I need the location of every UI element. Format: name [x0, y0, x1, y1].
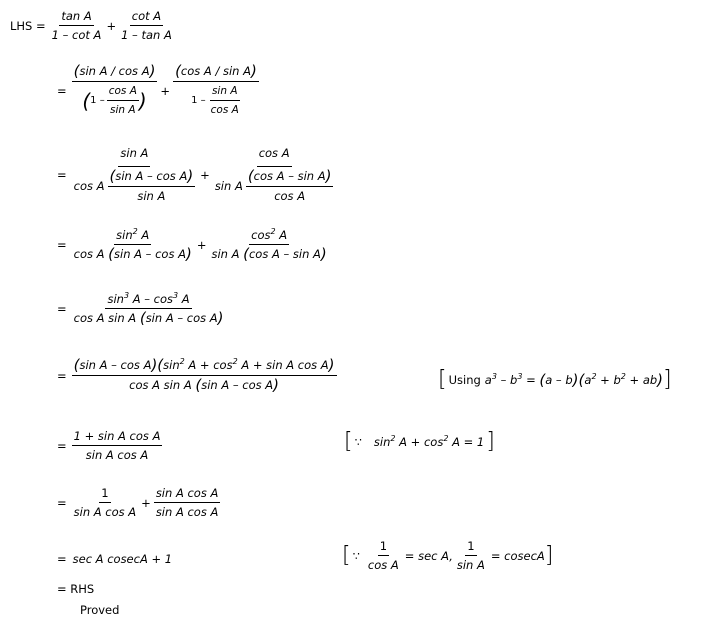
step-3: = sin A cos A $\frac{\text{(sin A – cos A)}}{\text{sin A}}$ + cos A sin A $\frac{\text{(cos A – sin A)}}{\text{cos A}}$ [57, 146, 335, 203]
note-pythagorean: [ ∵ $\sin^2 A + \cos^2 A = 1$ ] [344, 429, 495, 454]
step-lhs: LHS = $\frac{\text{tan A}}{\text{1 – cot A}}$ + $\frac{\text{cot A}}{\text{1 – tan A}}$ [10, 9, 172, 42]
rhs-line: = RHS [57, 582, 95, 596]
step-7: = $\frac{\text{1 + sin A cos A}}{\text{sin A cos A}}$ [57, 429, 161, 462]
fraction-step8-right: $\frac{\text{sin A cos A}}{\text{sin A cos A}}$ [155, 486, 219, 519]
fraction-step2-right: (cos A / sin A) 1 – $\frac{\text{sin A}}{\text{cos A}}$ [175, 62, 257, 116]
fraction-step6: $\frac{(\sin A - \cos A)(\sin^2 A + \cos^2 A + \sin A \cos A)}{\text{cos A sin A (sin A – cos A)}}$ [73, 356, 335, 394]
fraction-step2-left: (sin A / cos A) ( 1 – $\frac{\text{cos A}}{\text{sin A}}$ ) [73, 62, 156, 116]
fraction-step7: $\frac{\text{1 + sin A cos A}}{\text{sin A cos A}}$ [73, 429, 161, 462]
note-reciprocal: [ ∵ $\frac{1}{\text{cos A}}$ = sec A, $\frac{1}{\text{sin A}}$ = cosecA ] [342, 539, 554, 572]
fraction-step4-right: $\frac{\cos^2 A}{\text{sin A (cos A – sin A)}}$ [211, 227, 327, 263]
fraction-tan-over-1-minus-cot: $\frac{\text{tan A}}{\text{1 – cot A}}$ [51, 9, 102, 42]
fraction-step5: $\frac{\sin^3 A - \cos^3 A}{\text{cos A sin A (sin A – cos A)}}$ [73, 291, 224, 327]
step-5: = $\frac{\sin^3 A - \cos^3 A}{\text{cos A sin A (sin A – cos A)}}$ [57, 291, 224, 327]
fraction-cot-over-1-minus-tan: $\frac{\text{cot A}}{\text{1 – tan A}}$ [121, 9, 172, 42]
step-8: = $\frac{1}{\text{sin A cos A}}$ + $\frac{\text{sin A cos A}}{\text{sin A cos A}}$ [57, 486, 219, 519]
step-4: = $\frac{\sin^2 A}{\text{cos A (sin A – cos A)}}$ + $\frac{\cos^2 A}{\text{sin A (cos A – sin A)}}$ [57, 227, 327, 263]
step-2: = (sin A / cos A) ( 1 – $\frac{\text{cos A}}{\text{sin A}}$ ) + (cos A / sin A) 1 – $\frac{\text{sin A}}{\text{cos A}}$ [57, 62, 257, 116]
fraction-step3-right: cos A sin A $\frac{\text{(cos A – sin A)}}{\text{cos A}}$ [214, 146, 332, 203]
step-6: = $\frac{(\sin A - \cos A)(\sin^2 A + \cos^2 A + \sin A \cos A)}{\text{cos A sin A (sin A – cos A)}}$ [57, 356, 335, 394]
step-9: = sec A cosecA + 1 [57, 552, 173, 566]
sec-cosec-expression: sec A cosecA + 1 [72, 552, 173, 566]
fraction-step3-left: sin A cos A $\frac{\text{(sin A – cos A)}}{\text{sin A}}$ [73, 146, 194, 203]
proved-label: Proved [80, 603, 120, 617]
fraction-step4-left: $\frac{\sin^2 A}{\text{cos A (sin A – cos A)}}$ [73, 227, 192, 263]
lhs-label: LHS = [10, 18, 46, 33]
note-cube-identity: [ Using $a^3 - b^3 = (a - b)(a^2 + b^2 + ab)$ ] [438, 367, 672, 392]
fraction-step8-left: $\frac{1}{\text{sin A cos A}}$ [73, 486, 137, 519]
